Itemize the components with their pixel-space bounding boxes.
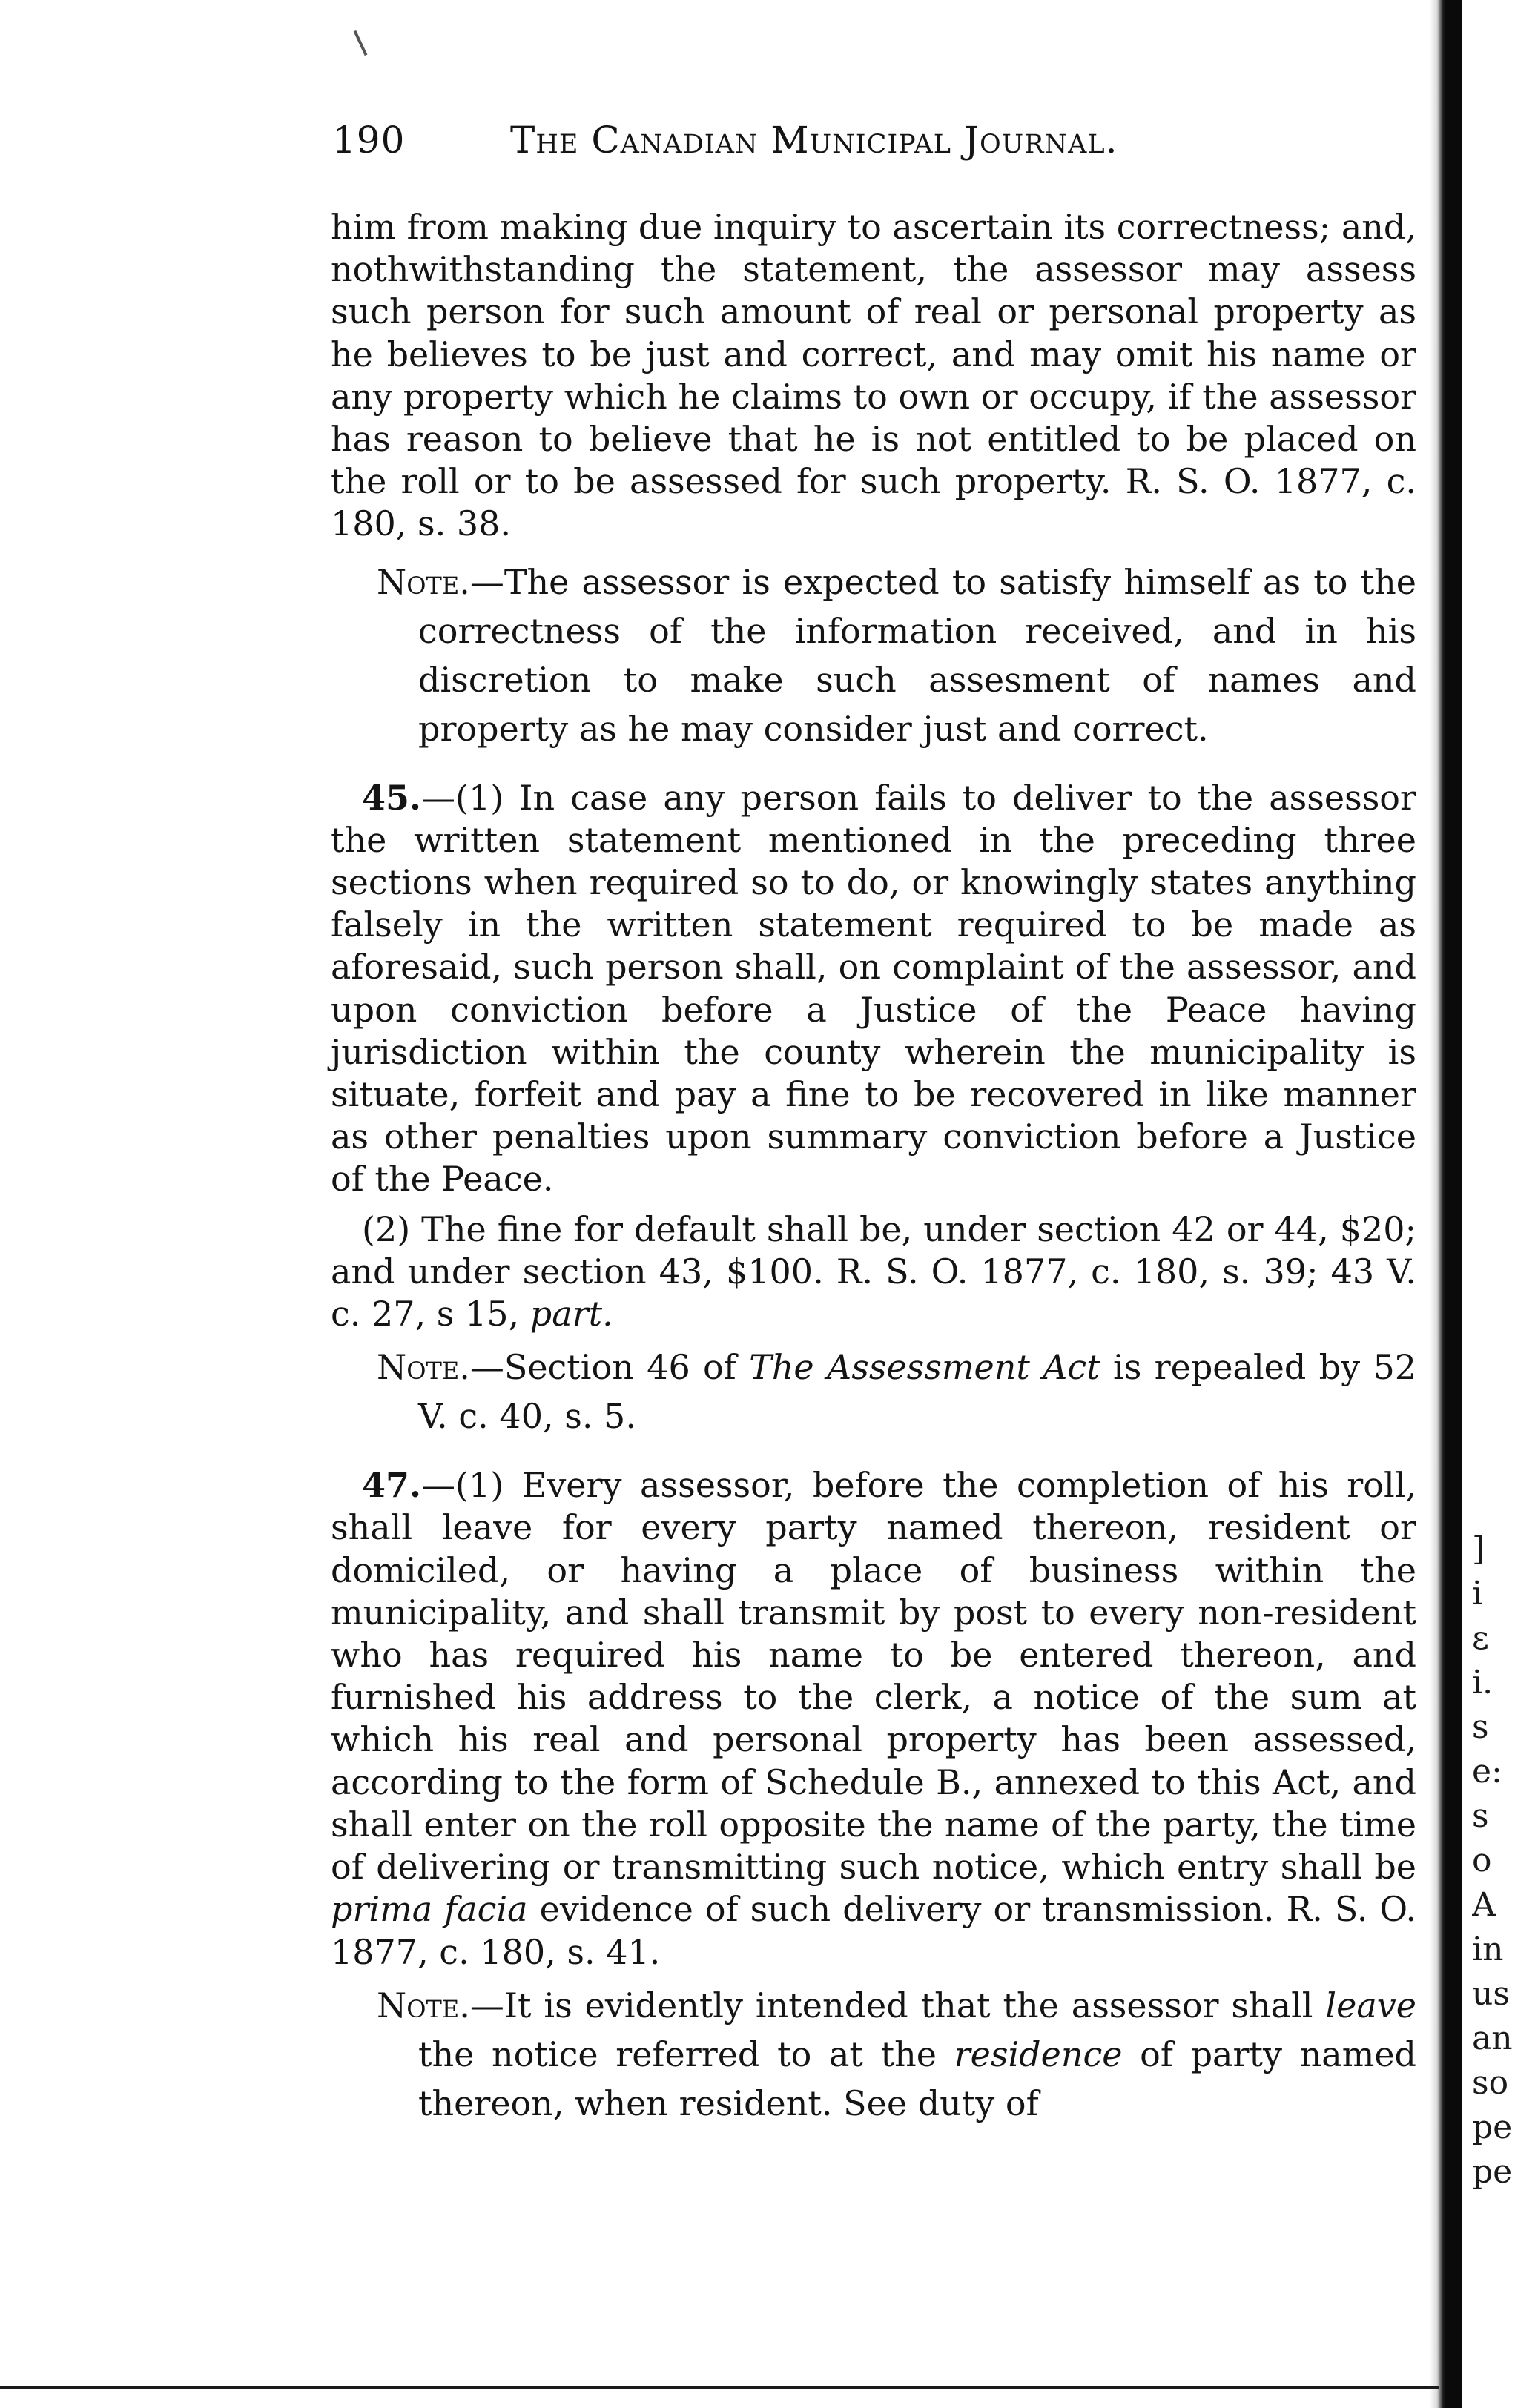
- note-label: Note.: [377, 1347, 470, 1388]
- section-45: [331, 777, 1416, 1201]
- fragment: o: [1472, 1842, 1492, 1879]
- fragment: s: [1472, 1797, 1489, 1835]
- fragment: pe: [1472, 2108, 1513, 2146]
- act-title-italic: The Assessment Act: [749, 1347, 1100, 1388]
- section-number: 45.: [362, 777, 422, 818]
- fragment: e:: [1472, 1753, 1502, 1790]
- fragment: ε: [1472, 1619, 1489, 1657]
- section-text: —(1) Every assessor, before the completion of his roll, shall leave for every party named thereon, resident or domiciled, or having a place of business within the municipality, and shall transmit by post to every non-resident who has required his name to be entered thereon, and furnished his address to the clerk, a notice of the sum at which his real and personal property has been assessed, according to the form of Schedule B., annexed to this Act, and shall enter on the roll opposite the name of the party, the time of delivering or transmitting such notice, which entry shall be: [331, 1465, 1416, 1888]
- fragment: i: [1472, 1575, 1483, 1612]
- scan-mark: [354, 30, 368, 56]
- note-text: —The assessor is expected to satisfy himself as to the correctness of the information received, and in his discretion to make such assesment of names and property as he may consider just and correct.: [418, 561, 1416, 749]
- book-gutter-edge: [1445, 0, 1462, 2408]
- subsection-text: (2) The fine for default shall be, under section 42 or 44, $20; and under section 43, $100. R. S. O. 1877, c. 180, s. 39; 43 V. c. 27, s 15,: [331, 1208, 1416, 1334]
- main-text: [331, 206, 1416, 2143]
- journal-title: The Canadian Municipal Journal.: [510, 119, 1118, 162]
- note-label: Note.: [377, 1985, 470, 2025]
- prima-facia-italic: prima facia: [331, 1889, 528, 1930]
- note-3: [331, 1981, 1416, 2128]
- note-text: is repealed by 52 V. c. 40, s. 5.: [418, 1347, 1416, 1437]
- section-text: evidence of such delivery or transmission. R. S. O. 1877, c. 180, s. 41.: [331, 1889, 1417, 1972]
- section-45-subsection-2: [331, 1208, 1416, 1336]
- fragment: in: [1472, 1931, 1504, 1968]
- residence-italic: residence: [954, 2034, 1123, 2074]
- fragment: an: [1472, 2020, 1513, 2057]
- running-header: [332, 119, 1415, 162]
- fragment: A: [1472, 1886, 1496, 1924]
- paragraph-section-44-end: him from making due inquiry to ascertain its correctness; and, nothwithstanding the statement, the assessor may assess such person for such amount of real or personal property as he believes to be just and correct, and may omit his name or any property which he claims to own or occupy, if the assessor has reason to believe that he is not entitled to be placed on the roll or to be assessed for such property. R. S. O. 1877, c. 180, s. 38.: [331, 207, 1416, 544]
- page-number: 190: [332, 119, 406, 162]
- note-2: [331, 1343, 1416, 1440]
- fragment: us: [1472, 1975, 1510, 2013]
- note-text: —Section 46 of: [469, 1347, 750, 1388]
- fragment: so: [1472, 2064, 1509, 2102]
- section-47: [331, 1464, 1416, 1973]
- part-italic: part.: [529, 1294, 613, 1334]
- note-label: Note.: [377, 561, 470, 602]
- facing-page-fragments: [1472, 1527, 1515, 2194]
- bottom-edge-line: [0, 2386, 1439, 2389]
- section-text: —(1) In case any person fails to deliver to the assessor the written statement mentioned in the preceding three sections when required so to do, or knowingly states anything falsely in the written statement required to be made as aforesaid, such person shall, on complaint of the assessor, and upon conviction before a Justice of the Peace having jurisdiction within the county wherein the municipality is situate, forfeit and pay a fine to be recovered in like manner as other penalties upon summary conviction before a Justice of the Peace.: [331, 777, 1416, 1200]
- leave-italic: leave: [1325, 1985, 1416, 2025]
- fragment: pe: [1472, 2153, 1513, 2191]
- section-number: 47.: [362, 1465, 422, 1506]
- note-text: the notice referred to at the: [418, 2034, 954, 2074]
- fragment: s: [1472, 1708, 1489, 1746]
- note-text: —It is evidently intended that the assessor shall: [469, 1985, 1326, 2025]
- fragment: ]: [1472, 1530, 1485, 1568]
- note-1: [331, 558, 1416, 753]
- note-text: of party named thereon, when resident. See duty of: [418, 2034, 1416, 2123]
- fragment: i.: [1472, 1664, 1493, 1701]
